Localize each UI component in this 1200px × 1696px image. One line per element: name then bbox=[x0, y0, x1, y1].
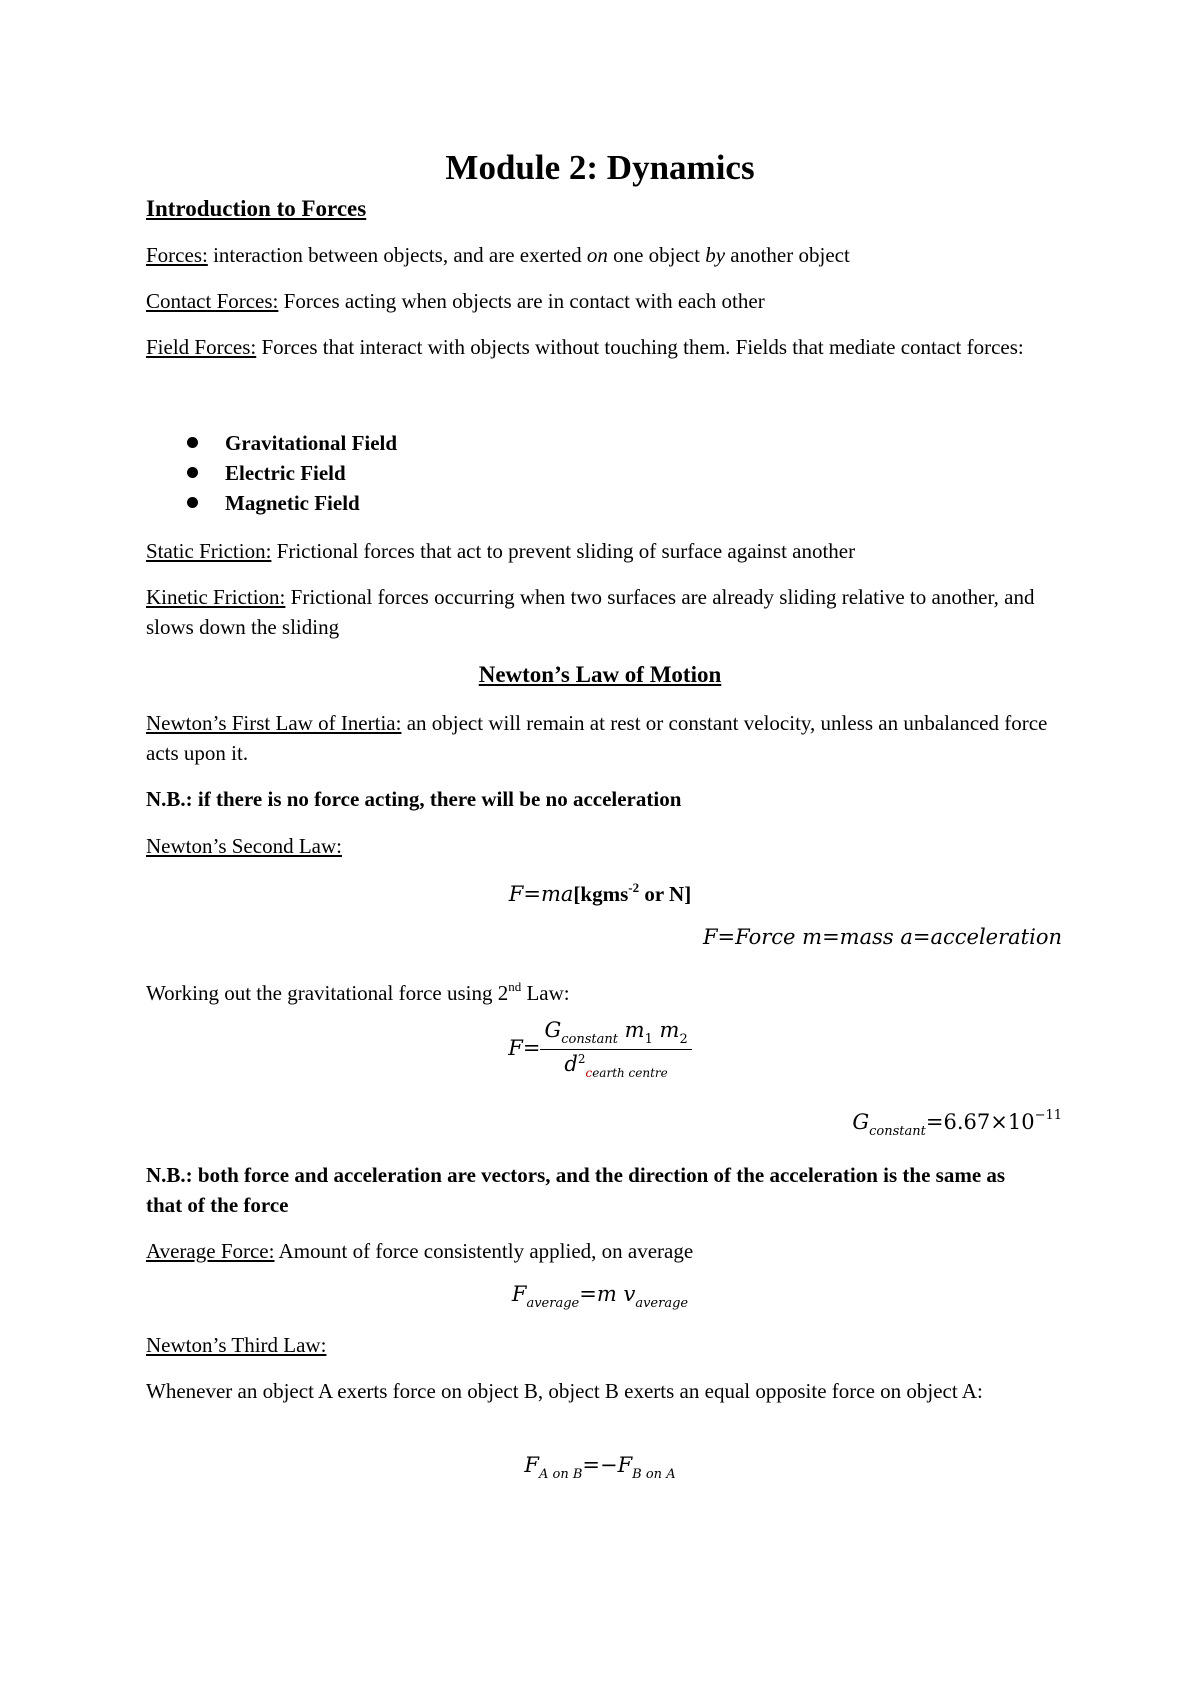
fraction: $\frac{G_{constant} m_1 m_2}{d^2_{cearth centre}}$ bbox=[540, 1018, 691, 1080]
definition-static-friction: Static Friction: Frictional forces that act to prevent sliding of surface against another bbox=[146, 539, 856, 563]
term-kinetic-friction: Kinetic Friction: bbox=[146, 585, 286, 609]
gravitational-force-intro: Working out the gravitational force using 2nd Law: bbox=[146, 979, 570, 1005]
term-contact-forces: Contact Forces: bbox=[146, 289, 279, 313]
term-average-force: Average Force: bbox=[146, 1239, 275, 1263]
field-list bbox=[146, 428, 397, 518]
section-heading-introduction: Introduction to Forces bbox=[146, 196, 367, 221]
third-law-statement: Whenever an object A exerts force on object B, object B exerts an equal opposite force on object A: bbox=[146, 1379, 983, 1403]
definition-contact-forces: Contact Forces: Forces acting when objects are in contact with each other bbox=[146, 289, 765, 313]
note-vectors: N.B.: both force and acceleration are vectors, and the direction of the acceleration is the same as that of the force bbox=[146, 1163, 1006, 1217]
bullet-icon bbox=[187, 467, 198, 478]
bullet-icon bbox=[187, 497, 198, 508]
list-item: Gravitational Field bbox=[146, 428, 397, 458]
definition-kinetic-friction: Kinetic Friction: Frictional forces occurring when two surfaces are already sliding relative to another, and slows down the sliding bbox=[146, 585, 1035, 639]
equation-average-force: $F_{average}=m$ $v_{average}$ bbox=[511, 1282, 689, 1311]
definition-average-force: Average Force: Amount of force consistently applied, on average bbox=[146, 1239, 694, 1263]
section-heading-newton: Newton’s Law of Motion bbox=[478, 662, 722, 687]
term-first-law: Newton’s First Law of Inertia: bbox=[146, 711, 402, 735]
term-field-forces: Field Forces: bbox=[146, 335, 257, 359]
page-title: Module 2: Dynamics bbox=[445, 148, 755, 187]
term-static-friction: Static Friction: bbox=[146, 539, 272, 563]
definition-first-law: Newton’s First Law of Inertia: an object will remain at rest or constant velocity, unless an unbalanced force acts upon it. bbox=[146, 711, 1048, 765]
equation-gravitational-constant: $G_{constant}=6.67\times 10^{-11}$ bbox=[852, 1108, 1062, 1139]
note-no-force: N.B.: if there is no force acting, there will be no acceleration bbox=[146, 787, 682, 811]
list-item: Electric Field bbox=[146, 458, 397, 488]
equation-gravitational-force: F= $\frac{G_{constant} m_1 m_2}{d^2_{cearth centre}}$ bbox=[0, 1018, 1200, 1080]
heading-third-law: Newton’s Third Law: bbox=[146, 1333, 327, 1357]
heading-second-law: Newton’s Second Law: bbox=[146, 834, 342, 858]
bullet-icon bbox=[187, 437, 198, 448]
definition-field-forces: Field Forces: Forces that interact with objects without touching them. Fields that mediate contact forces: bbox=[146, 335, 1024, 359]
equation-second-law: F=ma[kgms$^{-2}$ or N] bbox=[508, 880, 692, 906]
list-item: Magnetic Field bbox=[146, 488, 397, 518]
definition-forces: Forces: interaction between objects, and are exerted on one object by another object bbox=[146, 243, 850, 267]
equation-third-law: $F_{A on B}=-F_{B on A}$ bbox=[524, 1453, 676, 1482]
equation-variable-legend: F=Force m=mass a=acceleration bbox=[702, 925, 1062, 949]
term-forces: Forces: bbox=[146, 243, 208, 267]
